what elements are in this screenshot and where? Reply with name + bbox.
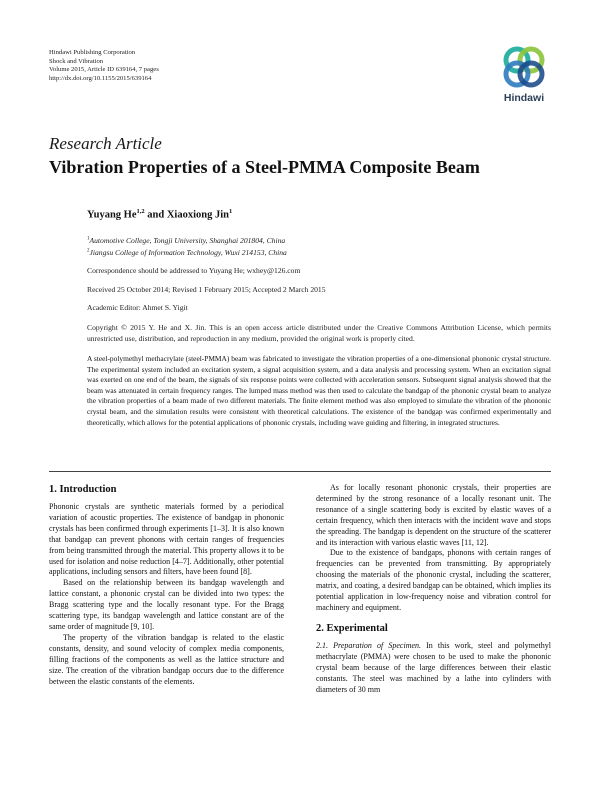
affiliation (87, 236, 285, 245)
publisher-name: Hindawi Publishing Corporation (49, 49, 136, 56)
author-name: Xiaoxiong Jin (166, 209, 229, 221)
logo-ring-navy (520, 63, 542, 85)
paragraph: As for locally resonant phononic crystals, their properties are determined by the strong resonance of a locally resonant unit. The resonance of a single scattering body is excited by elastic waves of a certain frequency, which then interacts with the incident wave and stops the spreading. The bandgap is dependent on the structure of the scatterer and its interaction with various elastic waves [11, 12]. (316, 483, 551, 547)
paragraph: Phononic crystals are synthetic materials formed by a periodical variation of acoustic properties. The existence of bandgap in phononic crystals has been confirmed through experiments [1–3]. It is also known that bandgap can prevent phonons with certain ranges of frequencies from being transmitted through the material. This property allows it to be used for isolation and noise reduction [4–7]. Additionally, other potential applications, including sensors and filters, have been found [8]. (49, 502, 284, 577)
page-title: Vibration Properties of a Steel-PMMA Composite Beam (49, 157, 480, 177)
affiliation-text: Automotive College, Tongji University, Shanghai 201804, China (89, 236, 286, 245)
doi-link[interactable]: http://dx.doi.org/10.1155/2015/639164 (49, 74, 152, 82)
section-heading-introduction: 1. Introduction (49, 484, 117, 495)
subsection-heading: 2.1. Preparation of Specimen. (316, 640, 422, 650)
received-dates: Received 25 October 2014; Revised 1 February 2015; Accepted 2 March 2015 (87, 285, 326, 294)
left-column (49, 483, 284, 687)
article-type: Research Article (49, 134, 162, 153)
copyright-notice: Copyright © 2015 Y. He and X. Jin. This is an open access article distributed under the Creative Commons Attribution License, which permits unrestricted use, distribution, and reproduction in any medium, provided the original work is properly cited. (87, 323, 551, 343)
logo-text[interactable]: Hindawi (503, 92, 545, 104)
author-separator: and (144, 209, 167, 221)
author-sup: 1,2 (136, 208, 145, 215)
section-divider (49, 471, 551, 472)
correspondence: Correspondence should be addressed to Yuyang He; wxhey@126.com (87, 266, 301, 275)
affiliation-text: Jiangsu College of Information Technology, Wuxi 214153, China (89, 248, 287, 257)
journal-header (49, 49, 309, 83)
volume-info: Volume 2015, Article ID 639164, 7 pages (49, 66, 159, 74)
affiliation (87, 248, 287, 257)
section-heading-experimental: 2. Experimental (316, 622, 388, 634)
journal-name: Shock and Vibration (49, 57, 104, 65)
paragraph: Based on the relationship between its bandgap wavelength and lattice constant, a phononic crystal can be divided into two types: the Bragg scattering type and the locally resonant type. For the Bragg scattering type, its bandgap wavelength and lattice constant are of the same order of magnitude [9, 10]. (49, 578, 284, 631)
author-sup: 1 (228, 208, 233, 215)
paragraph: The property of the vibration bandgap is related to the elastic constants, density, and sound velocity of complex media components, filling fractions of the components as well as the lattice structure and size. The creation of the vibration bandgap occurs due to the difference between the elastic constants of the elements. (49, 632, 284, 686)
abstract: A steel-polymethyl methacrylate (steel-PMMA) beam was fabricated to investigate the vibration properties of a one-dimensional phononic crystal structure. The experimental system included an excitation system, a signal acquisition system, and a data analysis and processing system. When an excitation signal was exerted on one end of the beam, the signals of six response points were collected with acceleration sensors. Subsequent signal analysis showed that the beam was attenuated in certain frequency ranges. The lumped mass method was then used to calculate the bandgap of the phononic crystal beam to analyze the vibration properties of a beam made of two different materials. The finite element method was also employed to simulate the vibration of the phononic crystal beam, and the simulation results were consistent with theoretical calculations. The existence of the bandgap was confirmed experimentally and theoretically, which allows for the potential applications of phononic crystals, including wave guiding and filtering, in integrated structures. (87, 354, 551, 427)
affiliation-sup: 2 (87, 248, 90, 254)
right-column (316, 483, 551, 695)
author-line (87, 208, 232, 221)
paragraph: Due to the existence of bandgaps, phonons with certain ranges of frequencies can be prevented from transmitting. By appropriately choosing the materials of the phononic crystal, including the scatterer, matrix, and coating, a desired bandgap can be obtained, which implies its potential application in low-frequency noise and vibration control for machinery and equipment. (316, 548, 551, 612)
author-name: Yuyang He (87, 209, 137, 221)
academic-editor: Academic Editor: Ahmet S. Yigit (87, 303, 188, 312)
affiliation-sup: 1 (87, 236, 90, 242)
paragraph (316, 641, 551, 696)
paragraph-text: In this work, steel and polymethyl methacrylate (PMMA) were chosen to be used to make the phononic crystal beam because of the large differences between their elastic constants. The steel was machined by a lathe into cylinders with diameters of 30 mm (316, 640, 551, 694)
